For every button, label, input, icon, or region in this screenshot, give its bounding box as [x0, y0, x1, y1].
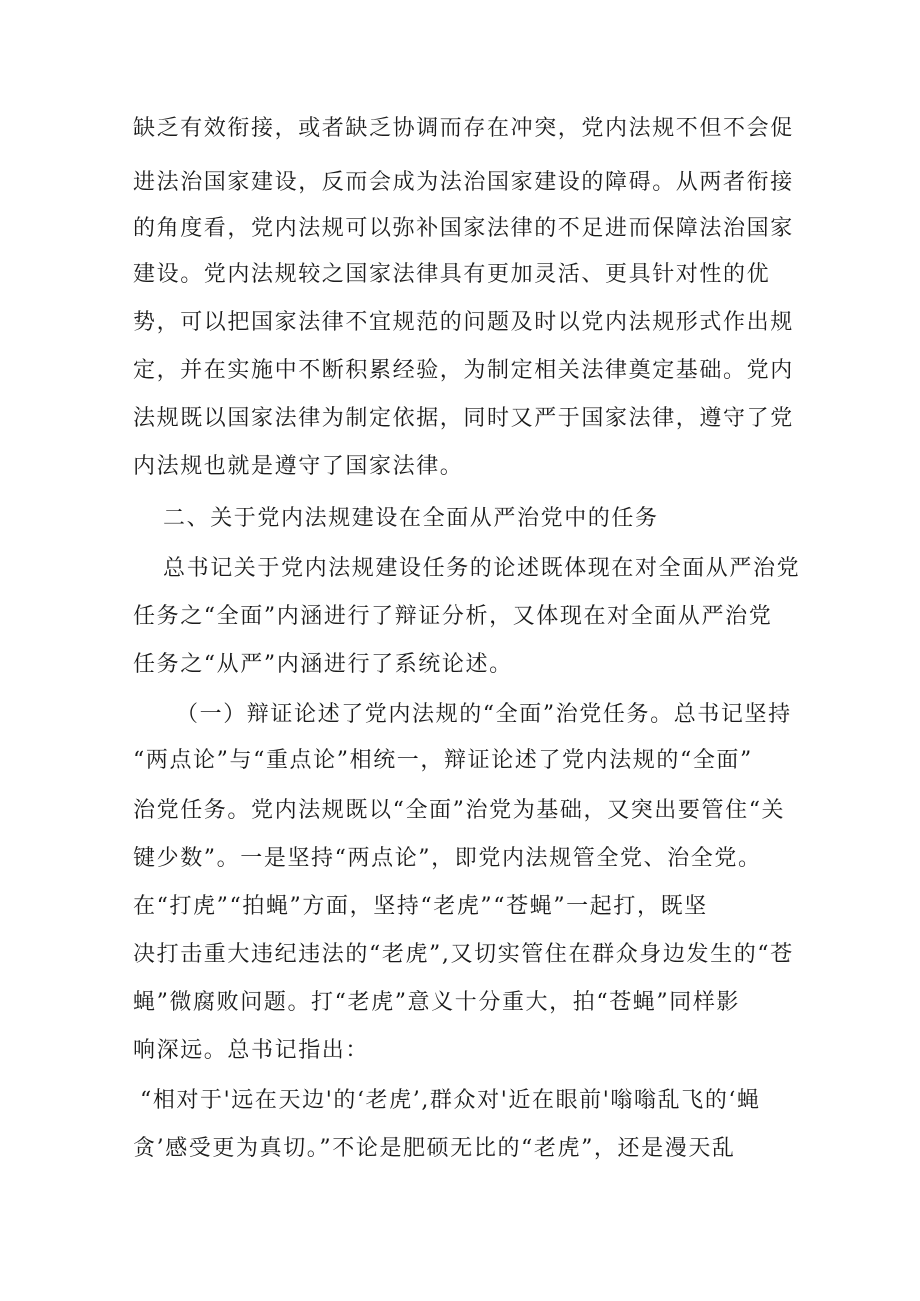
section-heading: 二、关于党内法规建设在全面从严治党中的任务 [163, 506, 659, 531]
subsection-heading-line: （一）辩证论述了党内法规的“全面”治党任务。总书记坚持 [176, 702, 792, 727]
body-text-line: 缺乏有效衔接，或者缺乏协调而存在冲突，党内法规不但不会促 [133, 116, 794, 141]
body-text-line: 决打击重大违纪违法的“老虎”,又切实管住在群众身边发生的“苍 [133, 942, 794, 967]
body-text-line: 任务之“从严”内涵进行了系统论述。 [133, 652, 513, 677]
body-text-line: 键少数”。一是坚持“两点论”，即党内法规管全党、治全党。 [133, 846, 762, 871]
body-text-line: 定，并在实施中不断积累经验，为制定相关法律奠定基础。党内 [133, 358, 794, 383]
body-text-line: 内法规也就是遵守了国家法律。 [133, 454, 464, 479]
body-text-line: 在“打虎”“拍蝇”方面，坚持“老虎”“苍蝇”一起打，既坚 [133, 894, 708, 919]
paragraph-first-line: 总书记关于党内法规建设任务的论述既体现在对全面从严治党 [163, 556, 801, 581]
body-text-line: 进法治国家建设，反而会成为法治国家建设的障碍。从两者衔接 [133, 170, 794, 195]
body-text-line: 法规既以国家法律为制定依据，同时又严于国家法律，遵守了党 [133, 406, 794, 431]
body-text-line: 建设。党内法规较之国家法律具有更加灵活、更具针对性的优 [133, 262, 771, 287]
body-text-line: “两点论”与“重点论”相统一，辩证论述了党内法规的“全面” [133, 748, 753, 773]
body-text-line: 势，可以把国家法律不宜规范的问题及时以党内法规形式作出规 [133, 310, 794, 335]
body-text-line: 响深远。总书记指出： [133, 1038, 370, 1063]
body-text-line: 的角度看，党内法规可以弥补国家法律的不足进而保障法治国家 [133, 216, 794, 241]
body-text-line: 贪’感受更为真切。”不论是肥硕无比的“老虎”，还是漫天乱 [133, 1136, 736, 1161]
body-text-line: 任务之“全面”内涵进行了辩证分析，又体现在对全面从严治党 [133, 604, 773, 629]
quotation-line: “相对于'远在天边'的‘老虎’,群众对'近在眼前'嗡嗡乱飞的‘蝇 [140, 1088, 761, 1113]
body-text-line: 蝇”微腐败问题。打“老虎”意义十分重大，拍“苍蝇”同样影 [133, 990, 741, 1015]
body-text-line: 治党任务。党内法规既以“全面”治党为基础，又突出要管住“关 [133, 798, 786, 823]
